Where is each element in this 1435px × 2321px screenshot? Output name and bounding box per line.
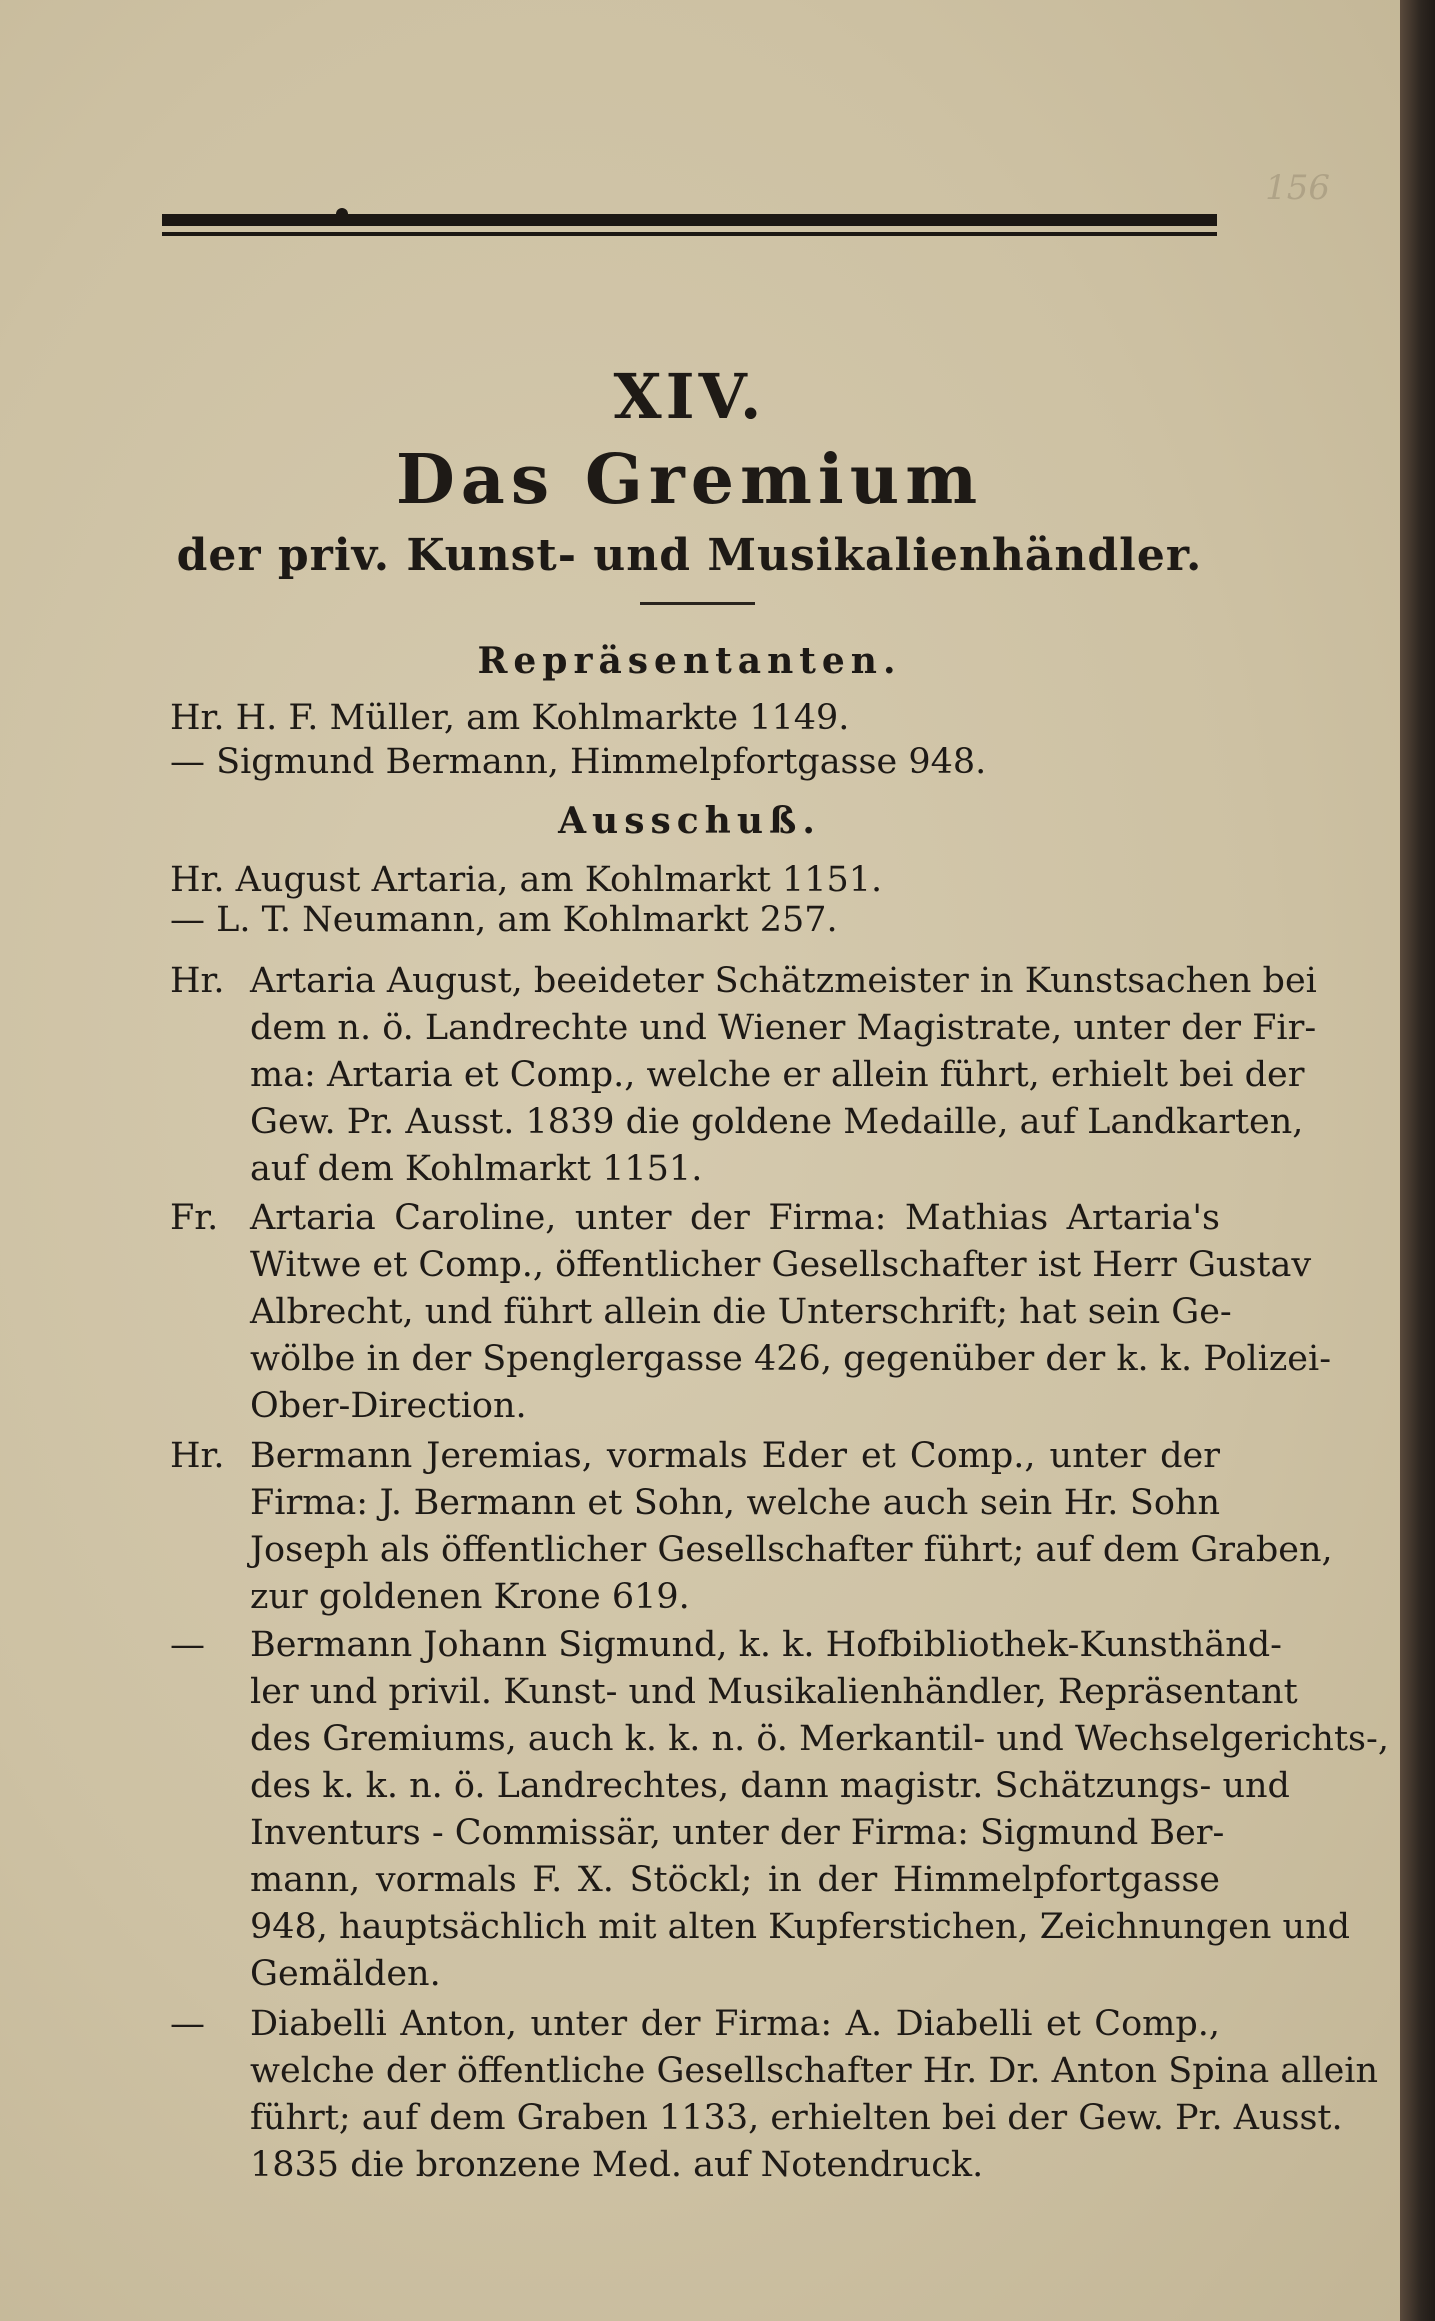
entry-prefix: — — [170, 2004, 205, 2044]
entry-artaria-caroline — [170, 1195, 1332, 1430]
representative-line: Hr. H. F. Müller, am Kohlmarkte 1149. — [170, 698, 850, 738]
entry-line: Gew. Pr. Ausst. 1839 die goldene Medaille, auf Landkarten, — [250, 1102, 1304, 1142]
entry-line: wölbe in der Spenglergasse 426, gegenüber der k. k. Polizei- — [250, 1339, 1332, 1379]
entry-line: welche der öffentliche Gesellschafter Hr. Dr. Anton Spina allein — [250, 2051, 1379, 2091]
committee-line: — L. T. Neumann, am Kohlmarkt 257. — [170, 900, 838, 940]
entry-diabelli-anton — [170, 2001, 1379, 2189]
entry-prefix: Fr. — [170, 1198, 219, 1238]
header-rule-thin — [162, 232, 1217, 236]
entry-line: mann, vormals F. X. Stöckl; in der Himmelpfortgasse — [250, 1860, 1220, 1900]
entry-prefix: — — [170, 1625, 205, 1665]
entry-line: Artaria August, beeideter Schätzmeister in Kunstsachen bei — [250, 961, 1317, 1001]
entry-line: Diabelli Anton, unter der Firma: A. Diabelli et Comp., — [250, 2004, 1220, 2044]
entry-line: Gemälden. — [250, 1954, 441, 1994]
entry-line: auf dem Kohlmarkt 1151. — [250, 1149, 703, 1189]
entry-line: ma: Artaria et Comp., welche er allein führt, erhielt bei der — [250, 1055, 1305, 1095]
book-edge — [1400, 0, 1435, 2321]
entry-line: 1835 die bronzene Med. auf Notendruck. — [250, 2145, 984, 2185]
entry-line: Bermann Jeremias, vormals Eder et Comp., unter der — [250, 1436, 1220, 1476]
header-rule-thick — [162, 214, 1217, 226]
entry-prefix: Hr. — [170, 1436, 225, 1476]
committee-heading: Ausschuß. — [558, 800, 821, 842]
entry-artaria-august — [170, 958, 1317, 1193]
entry-bermann-jeremias — [170, 1433, 1333, 1621]
entry-line: des k. k. n. ö. Landrechtes, dann magistr. Schätzungs- und — [250, 1766, 1290, 1806]
entry-line: Firma: J. Bermann et Sohn, welche auch sein Hr. Sohn — [250, 1483, 1220, 1523]
entry-line: führt; auf dem Graben 1133, erhielten bei der Gew. Pr. Ausst. — [250, 2098, 1343, 2138]
entry-line: Bermann Johann Sigmund, k. k. Hofbibliothek-Kunsthänd- — [250, 1625, 1282, 1665]
section-title: Das Gremium — [395, 440, 984, 520]
entry-line: Witwe et Comp., öffentlicher Gesellschafter ist Herr Gustav — [250, 1245, 1312, 1285]
section-numeral: XIV. — [613, 360, 766, 433]
representatives-heading: Repräsentanten. — [477, 640, 902, 682]
entry-line: Artaria Caroline, unter der Firma: Mathias Artaria's — [250, 1198, 1220, 1238]
ink-dot — [336, 208, 348, 220]
title-divider — [640, 602, 755, 605]
section-subtitle: der priv. Kunst- und Musikalienhändler. — [176, 530, 1203, 581]
page-number: 156 — [1265, 168, 1330, 208]
entry-bermann-johann-sigmund — [170, 1622, 1389, 1998]
entry-line: 948, hauptsächlich mit alten Kupferstichen, Zeichnungen und — [250, 1907, 1351, 1947]
entry-line: Inventurs - Commissär, unter der Firma: Sigmund Ber- — [250, 1813, 1225, 1853]
entry-line: Ober-Direction. — [250, 1386, 527, 1426]
entry-line: Joseph als öffentlicher Gesellschafter führt; auf dem Graben, — [250, 1530, 1333, 1570]
entry-line: Albrecht, und führt allein die Unterschrift; hat sein Ge- — [250, 1292, 1232, 1332]
entry-line: zur goldenen Krone 619. — [250, 1577, 690, 1617]
committee-line: Hr. August Artaria, am Kohlmarkt 1151. — [170, 860, 883, 900]
entry-line: dem n. ö. Landrechte und Wiener Magistrate, unter der Fir- — [250, 1008, 1317, 1048]
representative-line: — Sigmund Bermann, Himmelpfortgasse 948. — [170, 742, 987, 782]
entry-line: des Gremiums, auch k. k. n. ö. Merkantil- und Wechselgerichts-, — [250, 1719, 1389, 1759]
entry-prefix: Hr. — [170, 961, 225, 1001]
entry-line: ler und privil. Kunst- und Musikalienhändler, Repräsentant — [250, 1672, 1298, 1712]
